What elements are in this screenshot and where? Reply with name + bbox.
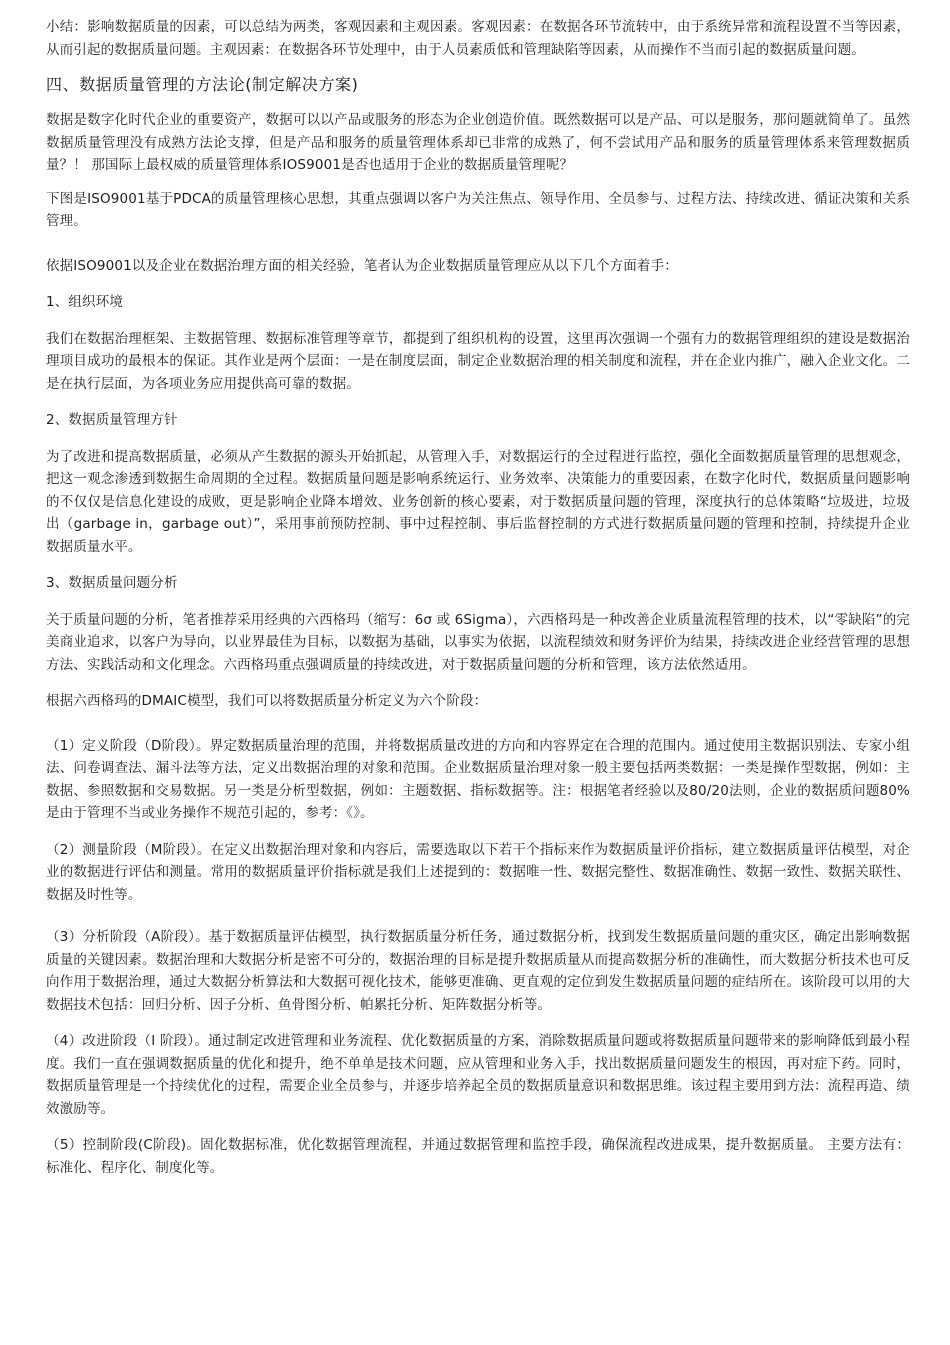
subsection-1-body: 我们在数据治理框架、主数据管理、数据标准管理等章节，都提到了组织机构的设置，这里再次强调一个强有力的数据管理组织的建设是数据治理项目成功的最根本的保证。其作业是两个层面：一是在制度层面，制定企业数据治理的相关制度和流程，并在企业内推广，融入企业文化。二是在执行层面，为各项业务应用提供高可靠的数据。 <box>46 330 910 392</box>
approach-intro-paragraph: 依据ISO9001以及企业在数据治理方面的相关经验，笔者认为企业数据质量管理应从以下几个方面着手： <box>46 257 678 274</box>
section-title: 四、数据质量管理的方法论(制定解决方案) <box>46 75 359 94</box>
subsection-3-body: 关于质量问题的分析，笔者推荐采用经典的六西格玛（缩写：6σ 或 6Sigma），六西格玛是一种改善企业质量流程管理的技术，以“零缺陷”的完美商业追求，以客户为导向，以业界最佳为目标，以数据为基础，以事实为依据，以流程绩效和财务评价为结果，持续改进企业经营管理的思想方法、实践活动和文化理念。六西格玛重点强调质量的持续改进，对于数据质量问题的分析和管理，该方法依然适用。 <box>46 611 910 673</box>
subsection-2-body: 为了改进和提高数据质量，必须从产生数据的源头开始抓起，从管理入手，对数据运行的全过程进行监控，强化全面数据质量管理的思想观念，把这一观念渗透到数据生命周期的全过程。数据质量问题是影响系统运行、业务效率、决策能力的重要因素，在数字化时代，数据质量问题影响的不仅仅是信息化建设的成败，更是影响企业降本增效、业务创新的核心要素，对于数据质量问题的管理，深度执行的总体策略“垃圾进，垃圾出（garbage in，garbage out）”，采用事前预防控制、事中过程控制、事后监督控制的方式进行数据质量问题的管理和控制，持续提升企业数据质量水平。 <box>46 448 910 555</box>
iso-intro-paragraph: 下图是ISO9001基于PDCA的质量管理核心思想，其重点强调以客户为关注焦点、领导作用、全员参与、过程方法、持续改进、循证决策和关系管理。 <box>46 190 910 229</box>
phase-define-paragraph: （1）定义阶段（D阶段）。界定数据质量治理的范围，并将数据质量改进的方向和内容界定在合理的范围内。通过使用主数据识别法、专家小组法、问卷调查法、漏斗法等方法，定义出数据治理的对象和范围。企业数据质量治理对象一般主要包括两类数据：一类是操作型数据，例如：主数据、参照数据和交易数据。另一类是分析型数据，例如：主题数据、指标数据等。注：根据笔者经验以及80/20法则，企业的数据质问题80%是由于管理不当或业务操作不规范引起的，参考：《》。 <box>46 737 910 821</box>
summary-paragraph: 小结：影响数据质量的因素，可以总结为两类，客观因素和主观因素。客观因素：在数据各环节流转中，由于系统异常和流程设置不当等因素，从而引起的数据质量问题。主观因素：在数据各环节处理中，由于人员素质低和管理缺陷等因素，从而操作不当而引起的数据质量问题。 <box>46 19 910 58</box>
dmaic-intro-paragraph: 根据六西格玛的DMAIC模型，我们可以将数据质量分析定义为六个阶段： <box>46 693 488 709</box>
intro-paragraph: 数据是数字化时代企业的重要资产，数据可以以产品或服务的形态为企业创造价值。既然数据可以是产品、可以是服务，那问题就简单了。虽然数据质量管理没有成熟方法论支撑，但是产品和服务的质量管理体系却已非常的成熟了，何不尝试用产品和服务的质量管理体系来管理数据质量？！ 那国际上最权威的质量管理体系IOS9001是否也适用于企业的数据质量管理呢？ <box>46 112 910 173</box>
phase-control-paragraph: （5）控制阶段(C阶段)。固化数据标准，优化数据管理流程，并通过数据管理和监控手段，确保流程改进成果，提升数据质量。 主要方法有：标准化、程序化、制度化等。 <box>46 1137 910 1176</box>
phase-improve-paragraph: （4）改进阶段（I 阶段）。通过制定改进管理和业务流程、优化数据质量的方案，消除数据质量问题或将数据质量问题带来的影响降低到最小程度。我们一直在强调数据质量的优化和提升，绝不单单是技术问题，应从管理和业务入手，找出数据质量问题发生的根因，再对症下药。同时，数据质量管理是一个持续优化的过程，需要企业全员参与，并逐步培养起全员的数据质量意识和数据思维。该过程主要用到方法：流程再造、绩效激励等。 <box>46 1033 910 1117</box>
phase-analyze-paragraph: （3）分析阶段（A阶段）。基于数据质量评估模型，执行数据质量分析任务，通过数据分析，找到发生数据质量问题的重灾区，确定出影响数据质量的关键因素。数据治理和大数据分析是密不可分的，数据治理的目标是提升数据质量从而提高数据分析的准确性，而大数据分析技术也可反向作用于数据治理，通过大数据分析算法和大数据可视化技术，能够更准确、更直观的定位到发生数据质量问题的症结所在。该阶段可以用的大数据技术包括：回归分析、因子分析、鱼骨图分析、帕累托分析、矩阵数据分析等。 <box>46 929 910 1013</box>
subsection-3-title: 3、数据质量问题分析 <box>46 575 178 591</box>
subsection-2-title: 2、数据质量管理方针 <box>46 412 178 428</box>
phase-measure-paragraph: （2）测量阶段（M阶段）。在定义出数据治理对象和内容后，需要选取以下若干个指标来作为数据质量评价指标，建立数据质量评估模型，对企业的数据进行评估和测量。常用的数据质量评价指标就是我们上述提到的：数据唯一性、数据完整性、数据准确性、数据一致性、数据关联性、数据及时性等。 <box>46 841 910 903</box>
subsection-1-title: 1、组织环境 <box>46 294 123 310</box>
